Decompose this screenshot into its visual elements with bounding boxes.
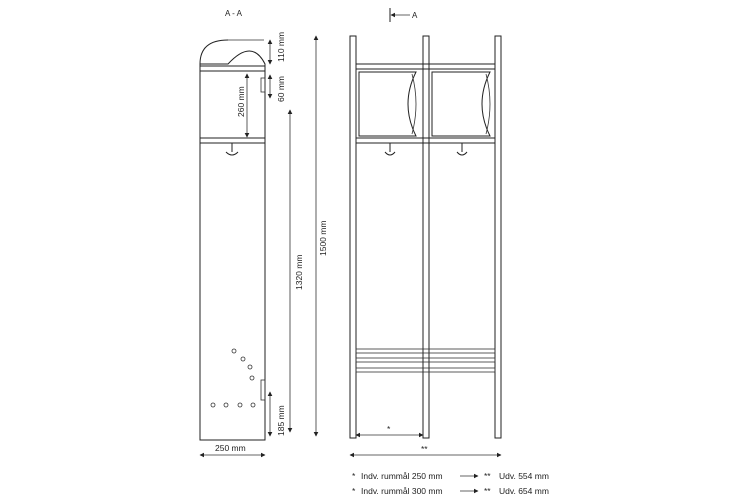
right-post — [495, 36, 501, 438]
svg-text:*: * — [352, 471, 356, 481]
left-cubby-edge — [412, 74, 416, 134]
mark-single: * — [387, 424, 391, 434]
legend-row-1 — [352, 471, 549, 481]
left-cubby — [359, 72, 416, 136]
front-view — [316, 8, 501, 455]
left-hook-icon — [385, 143, 395, 155]
bracket — [261, 78, 265, 92]
svg-text:Udv. 554 mm: Udv. 554 mm — [499, 471, 549, 481]
top-shelf — [200, 66, 265, 71]
middle-shelf-front — [356, 138, 495, 143]
middle-shelf — [200, 138, 265, 143]
dim-shelf-label: 260 mm — [236, 86, 246, 117]
right-hook-icon — [457, 143, 467, 155]
dim-total-height-label: 1500 mm — [318, 220, 328, 256]
dim-width-label: 250 mm — [215, 443, 246, 453]
dim-bottom-label: 185 mm — [276, 405, 286, 436]
bottom-bracket — [261, 380, 265, 400]
svg-text:**: ** — [484, 486, 491, 496]
top-shelf-front — [356, 64, 495, 69]
right-cubby-edge — [486, 74, 490, 134]
dim-height-label: 1320 mm — [294, 254, 304, 290]
peg-holes — [211, 349, 255, 407]
right-cubby — [432, 72, 490, 136]
dim-top-label: 110 mm — [276, 31, 286, 62]
rounded-corner — [200, 40, 228, 64]
section-view — [200, 9, 304, 455]
left-post — [350, 36, 356, 438]
svg-text:*: * — [352, 486, 356, 496]
hook-icon — [226, 143, 238, 155]
svg-text:Indv. rummål 250 mm: Indv. rummål 250 mm — [361, 471, 443, 481]
svg-text:**: ** — [484, 471, 491, 481]
mark-double: ** — [421, 444, 428, 454]
side-panel-outline — [200, 51, 265, 440]
svg-text:Indv. rummål 300 mm: Indv. rummål 300 mm — [361, 486, 443, 496]
center-post — [423, 36, 429, 438]
shoe-rails — [356, 349, 495, 372]
section-title: A - A — [225, 9, 242, 18]
legend — [352, 471, 549, 496]
legend-row-2 — [352, 486, 549, 496]
dim-gap-label: 60 mm — [276, 76, 286, 102]
svg-text:Udv. 654 mm: Udv. 654 mm — [499, 486, 549, 496]
section-marker-label: A — [412, 11, 418, 20]
